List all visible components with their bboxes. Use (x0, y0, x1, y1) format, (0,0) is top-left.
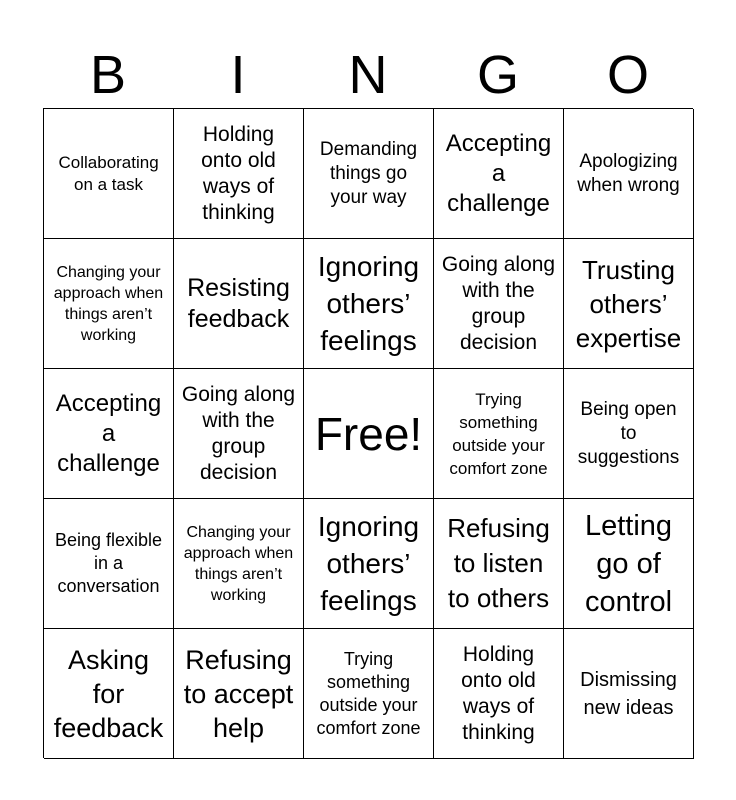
bingo-cell[interactable] (44, 629, 174, 759)
free-space: Free! (314, 407, 423, 460)
bingo-cell[interactable] (174, 499, 304, 629)
cell-text: Going along with the group decision (441, 252, 556, 354)
header-letter-n: N (348, 45, 388, 105)
bingo-cell[interactable] (44, 239, 174, 369)
bingo-header (43, 42, 693, 108)
bingo-cell[interactable] (304, 109, 434, 239)
cell-text: Trying something outside your comfort zone (449, 389, 548, 478)
cell-text: Refusing to accept help (183, 644, 294, 743)
bingo-cell[interactable] (434, 369, 564, 499)
bingo-cell[interactable] (44, 369, 174, 499)
bingo-cell[interactable] (174, 239, 304, 369)
cell-text: Being open to suggestions (577, 398, 680, 468)
bingo-cell[interactable] (304, 239, 434, 369)
bingo-cell[interactable] (44, 109, 174, 239)
bingo-cell[interactable] (304, 629, 434, 759)
cell-text: Trusting others’ expertise (575, 254, 682, 353)
bingo-cell[interactable] (174, 629, 304, 759)
bingo-cell[interactable] (564, 629, 694, 759)
bingo-cell[interactable] (304, 369, 434, 499)
bingo-cell[interactable] (44, 499, 174, 629)
cell-text: Trying something outside your comfort zone (316, 648, 421, 738)
bingo-cell[interactable] (564, 499, 694, 629)
cell-text: Collaborating on a task (58, 152, 159, 194)
bingo-cell[interactable] (174, 369, 304, 499)
cell-text: Changing your approach when things aren’t working (53, 263, 164, 344)
cell-text: Refusing to listen to others (447, 513, 550, 613)
cell-text: Holding onto old ways of thinking (201, 122, 276, 224)
header-letter-i: I (230, 45, 246, 105)
header-letter-o: O (606, 45, 649, 105)
cell-text: Changing your approach when things aren’t working (183, 523, 294, 604)
bingo-cell[interactable] (564, 109, 694, 239)
bingo-cell[interactable] (564, 369, 694, 499)
cell-text: Going along with the group decision (181, 382, 296, 484)
bingo-cell[interactable] (434, 629, 564, 759)
cell-text: Demanding things go your way (319, 138, 418, 208)
cell-text: Accepting a challenge (445, 129, 552, 217)
cell-text: Dismissing new ideas (580, 668, 677, 719)
header-letter-g: G (476, 45, 519, 105)
cell-text: Ignoring others’ feelings (317, 511, 420, 616)
bingo-cell[interactable] (564, 239, 694, 369)
bingo-cell[interactable] (434, 109, 564, 239)
cell-text: Resisting feedback (187, 273, 290, 333)
bingo-cell[interactable] (434, 499, 564, 629)
bingo-cell[interactable] (174, 109, 304, 239)
cell-text: Apologizing when wrong (577, 150, 680, 196)
cell-text: Letting go of control (584, 509, 673, 618)
cell-text: Being flexible in a conversation (54, 530, 163, 596)
bingo-cell[interactable] (304, 499, 434, 629)
cell-text: Asking for feedback (53, 644, 164, 743)
bingo-cell[interactable] (434, 239, 564, 369)
cell-text: Holding onto old ways of thinking (461, 642, 536, 744)
cell-text: Ignoring others’ feelings (317, 251, 420, 356)
cell-text: Accepting a challenge (55, 389, 162, 477)
header-letter-b: B (89, 45, 127, 105)
bingo-grid (43, 108, 693, 758)
